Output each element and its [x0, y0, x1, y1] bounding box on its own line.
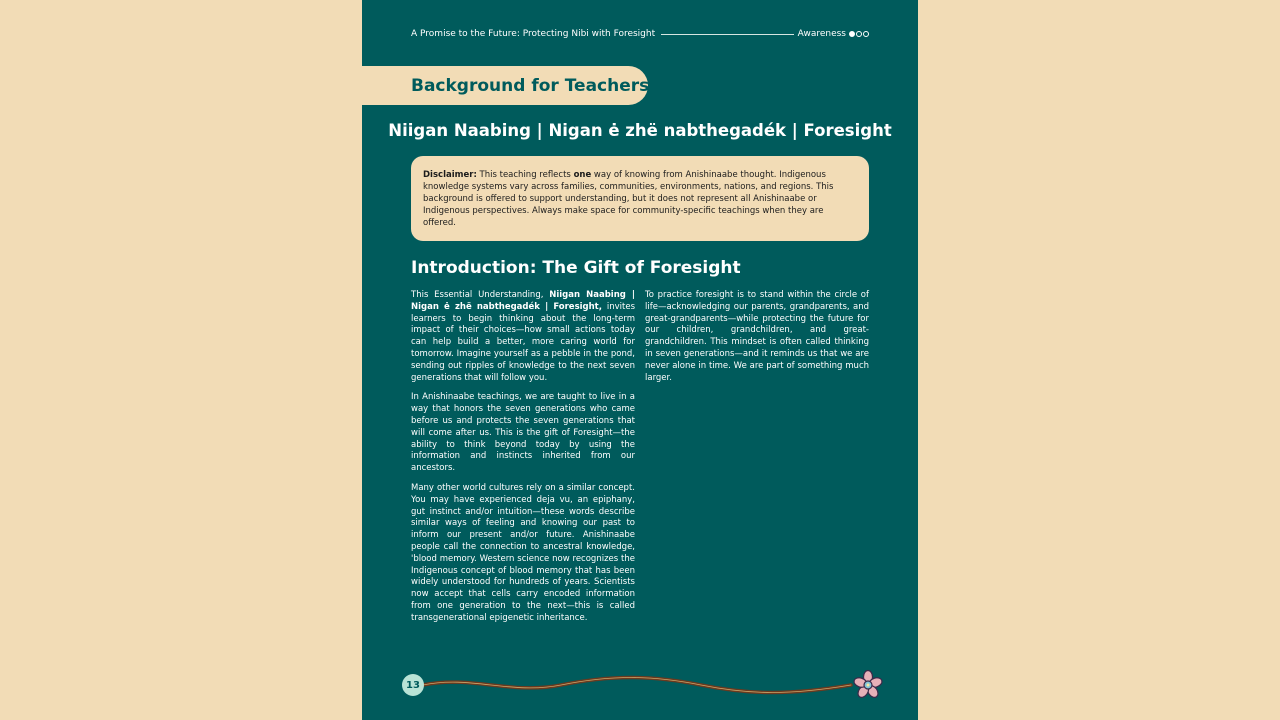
disclaimer-text-b: way of knowing from Anishinaabe thought. Indigenous knowledge systems vary across families, communities, environments, nations, and regions. This background is offered to support understanding, but it does not represent all Anishinaabe or Indigenous perspectives. Always make space for community-specific teachings when they are offered.: [423, 170, 834, 228]
disclaimer-box: [411, 156, 869, 241]
flower-icon: [852, 669, 884, 701]
paragraph-1-text-a: This Essential Understanding,: [411, 290, 550, 300]
footer-wave-line: [411, 670, 891, 700]
paragraph-4: To practice foresight is to stand within the circle of life—acknowledging our parents, grandparents, and great-grandparents—while protecting the future for our children, grandchildren, and great-grandchildren. This mindset is often called thinking in seven generations—and it reminds us that we are never alone in time. We are part of something much larger.: [645, 290, 869, 383]
text-column-left: [411, 290, 635, 633]
page-header: [411, 27, 869, 41]
page-number-badge: 13: [402, 674, 424, 696]
disclaimer-label: Disclaimer:: [423, 170, 477, 180]
section-banner: [362, 66, 648, 105]
document-page: [362, 0, 918, 720]
progress-dot-3: [863, 31, 869, 37]
progress-dot-1: [849, 31, 855, 37]
paragraph-1-term: Niigan Naabing | Nigan ė zhë nabthegadék | Foresight,: [411, 290, 635, 312]
progress-dots: [849, 31, 869, 37]
paragraph-1-text-b: invites learners to begin thinking about the long-term impact of their choices—how small actions today can help build a better, more caring world for tomorrow. Imagine yourself as a pebble in the pond, sending out ripples of knowledge to the next seven generations that will follow you.: [411, 301, 635, 383]
section-label: Awareness: [797, 29, 846, 39]
document-title: A Promise to the Future: Protecting Nibi with Foresight: [411, 29, 656, 39]
banner-title: Background for Teachers: [411, 75, 650, 96]
paragraph-3: Many other world cultures rely on a similar concept. You may have experienced deja vu, an epiphany, gut instinct and/or intuition—these words describe similar ways of feeling and knowing our past to inform our present and/or future. Anishinaabe people call the connection to ancestral knowledge, 'blood memory. Western science now recognizes the Indigenous concept of blood memory that has been widely understood for hundreds of years. Scientists now accept that cells carry encoded information from one generation to the next—this is called transgenerational epigenetic inheritance.: [411, 482, 635, 623]
disclaimer-text-a: This teaching reflects: [476, 170, 574, 180]
page-subtitle: Niigan Naabing | Nigan ė zhë nabthegadék | Foresight: [388, 121, 892, 140]
text-column-right: [645, 290, 869, 392]
progress-dot-2: [856, 31, 862, 37]
paragraph-2: In Anishinaabe teachings, we are taught to live in a way that honors the seven generations who came before us and protects the seven generations that will come after us. This is the gift of Foresight—the ability to think beyond today by using the information and instincts inherited from our ancestors.: [411, 392, 635, 474]
disclaimer-emphasis: one: [573, 170, 592, 180]
header-rule: [661, 34, 794, 35]
intro-heading: Introduction: The Gift of Foresight: [411, 258, 741, 278]
paragraph-1: [411, 290, 635, 384]
